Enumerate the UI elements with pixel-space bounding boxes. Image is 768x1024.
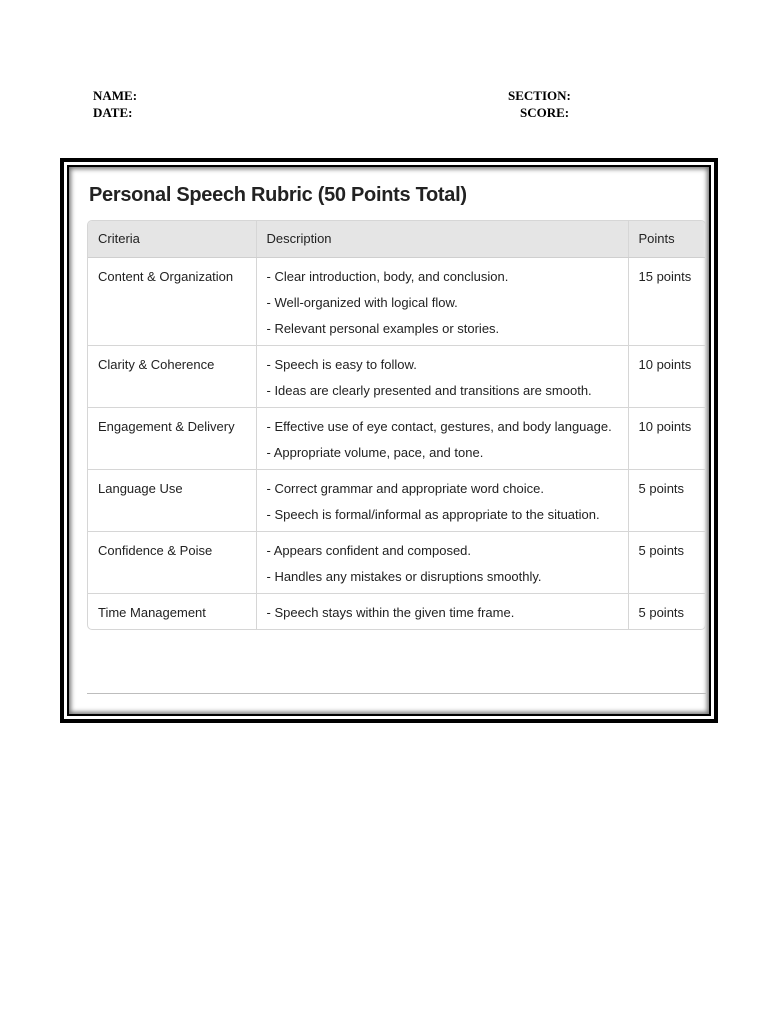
description-line: - Appropriate volume, pace, and tone. bbox=[266, 444, 484, 460]
rubric-table bbox=[88, 221, 706, 629]
column-header-description: Description bbox=[256, 221, 628, 257]
table-row bbox=[88, 469, 706, 531]
description-line: - Effective use of eye contact, gestures, and body language. bbox=[266, 418, 612, 434]
score-label: SCORE: bbox=[520, 105, 570, 120]
table-row bbox=[88, 531, 706, 593]
rubric-table-wrapper bbox=[87, 220, 706, 630]
description-line: - Clear introduction, body, and conclusion. bbox=[266, 268, 509, 284]
bottom-divider bbox=[87, 693, 706, 694]
header-left bbox=[93, 87, 137, 121]
header-right bbox=[508, 87, 571, 121]
description-cell bbox=[256, 469, 628, 531]
criteria-cell: Confidence & Poise bbox=[88, 531, 256, 593]
criteria-cell: Time Management bbox=[88, 593, 256, 629]
description-line: - Well-organized with logical flow. bbox=[266, 294, 458, 310]
section-label: SECTION: bbox=[508, 88, 571, 103]
rubric-title: Personal Speech Rubric (50 Points Total) bbox=[89, 184, 467, 206]
table-row bbox=[88, 257, 706, 345]
criteria-cell: Clarity & Coherence bbox=[88, 345, 256, 407]
name-label: NAME: bbox=[93, 88, 138, 103]
description-cell bbox=[256, 531, 628, 593]
points-cell: 15 points bbox=[628, 257, 706, 345]
column-header-criteria: Criteria bbox=[88, 221, 256, 257]
table-row bbox=[88, 407, 706, 469]
description-line: - Speech stays within the given time frame. bbox=[266, 604, 515, 620]
points-cell: 10 points bbox=[628, 407, 706, 469]
table-header-row bbox=[88, 221, 706, 257]
criteria-cell: Language Use bbox=[88, 469, 256, 531]
description-cell bbox=[256, 345, 628, 407]
column-header-points: Points bbox=[628, 221, 706, 257]
rubric-frame bbox=[60, 158, 718, 723]
description-line: - Handles any mistakes or disruptions smoothly. bbox=[266, 568, 542, 584]
description-line: - Speech is formal/informal as appropriate to the situation. bbox=[266, 506, 600, 522]
criteria-cell: Content & Organization bbox=[98, 268, 234, 284]
rubric-frame-inner bbox=[67, 165, 711, 716]
points-cell: 10 points bbox=[628, 345, 706, 407]
description-line: - Appears confident and composed. bbox=[266, 542, 472, 558]
description-cell bbox=[256, 593, 628, 629]
description-cell bbox=[256, 407, 628, 469]
points-cell: 5 points bbox=[628, 531, 706, 593]
description-line: - Ideas are clearly presented and transitions are smooth. bbox=[266, 382, 592, 398]
points-cell: 5 points bbox=[628, 469, 706, 531]
table-row bbox=[88, 593, 706, 629]
criteria-cell: Engagement & Delivery bbox=[88, 407, 256, 469]
description-line: - Speech is easy to follow. bbox=[266, 356, 417, 372]
date-label: DATE: bbox=[93, 105, 133, 120]
description-line: - Relevant personal examples or stories. bbox=[266, 320, 500, 336]
description-cell bbox=[256, 257, 628, 345]
points-cell: 5 points bbox=[628, 593, 706, 629]
table-row bbox=[88, 345, 706, 407]
description-line: - Correct grammar and appropriate word choice. bbox=[266, 480, 544, 496]
